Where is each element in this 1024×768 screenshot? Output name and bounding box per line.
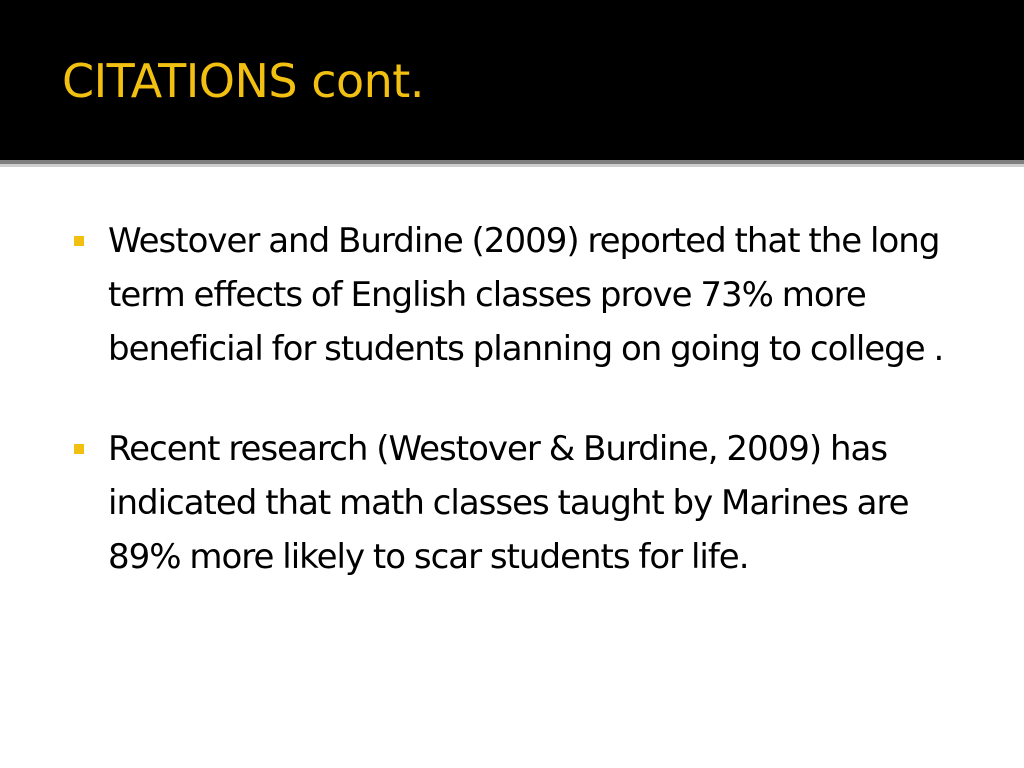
bullet-item-2	[74, 422, 974, 584]
title-divider-light	[0, 164, 1024, 167]
square-bullet-icon	[74, 236, 84, 246]
bullet-item-1	[74, 214, 974, 376]
slide-title: CITATIONS cont.	[62, 54, 424, 108]
bullet-list	[74, 214, 974, 630]
bullet-text-1: Westover and Burdine (2009) reported that the long term effects of English classes prove 73% more beneficial for students planning on going to college .	[108, 221, 944, 369]
title-bar	[0, 0, 1024, 160]
bullet-text-2: Recent research (Westover & Burdine, 2009) has indicated that math classes taught by Marines are 89% more likely to scar students for life.	[108, 429, 909, 577]
square-bullet-icon	[74, 444, 84, 454]
